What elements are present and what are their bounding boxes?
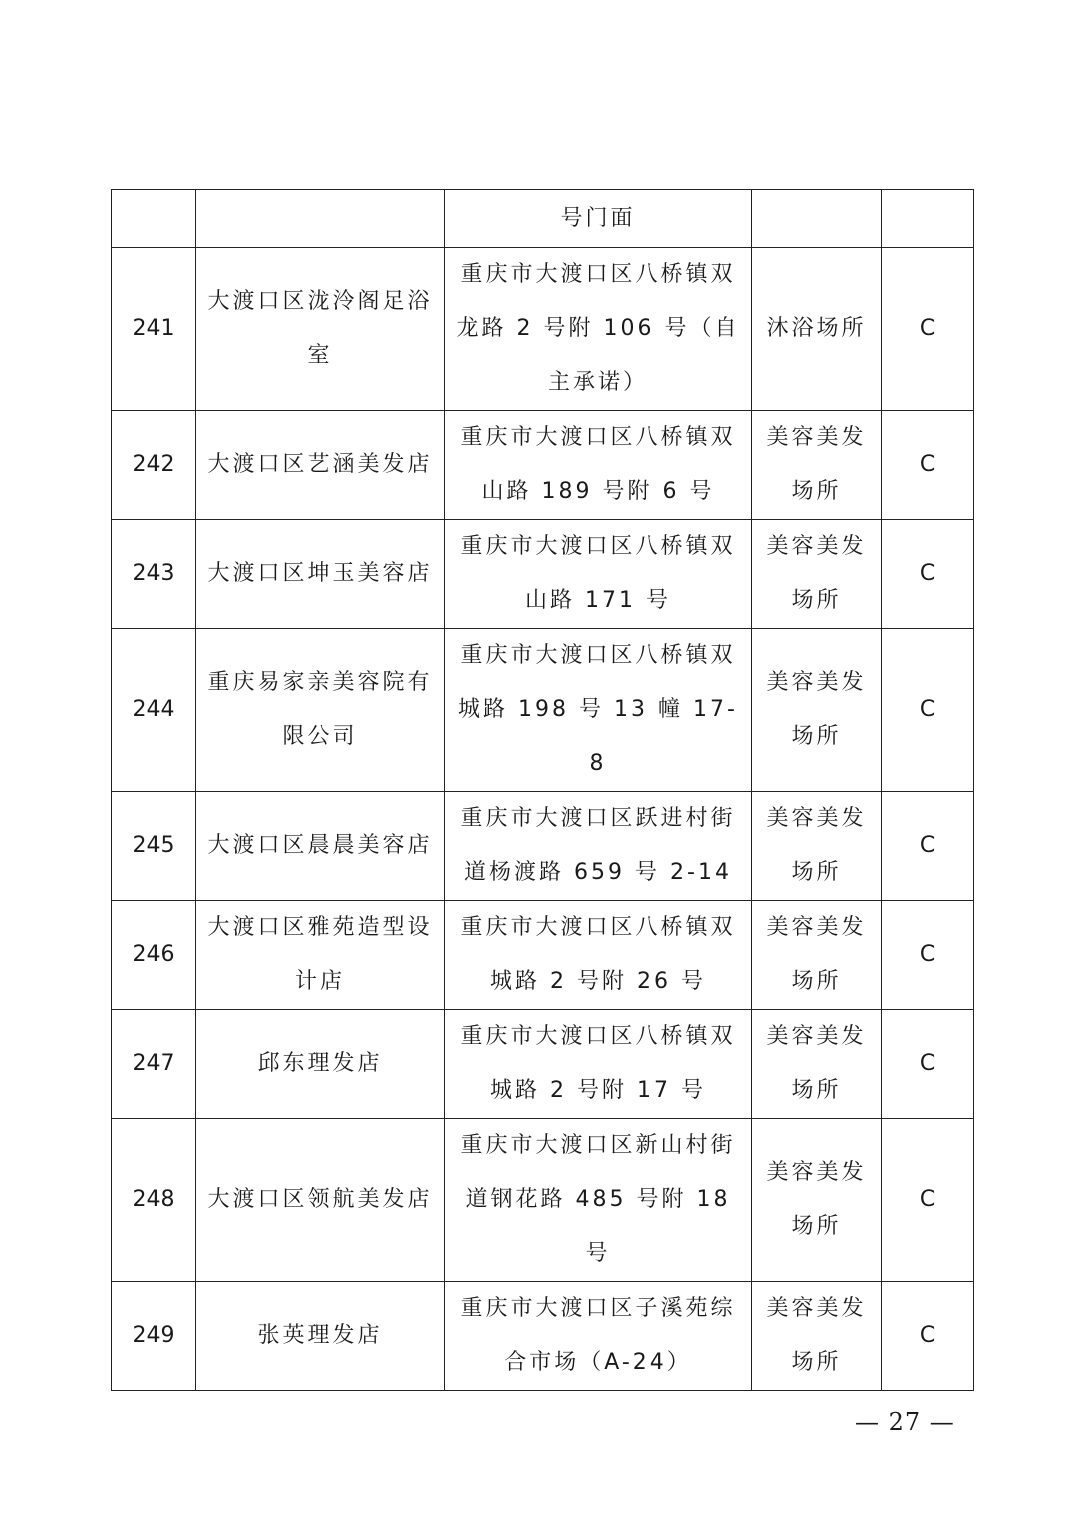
cell-grade: C [882, 520, 974, 629]
cell-number: 247 [112, 1010, 196, 1119]
cell-address: 重庆市大渡口区新山村街道钢花路 485 号附 18 号 [445, 1119, 752, 1282]
cell-type: 美容美发场所 [752, 901, 882, 1010]
cell-type: 美容美发场所 [752, 792, 882, 901]
cell-address: 重庆市大渡口区子溪苑综合市场（A-24） [445, 1282, 752, 1391]
cell-number: 248 [112, 1119, 196, 1282]
cell-type: 美容美发场所 [752, 1119, 882, 1282]
cell-name: 大渡口区泷泠阁足浴室 [196, 248, 445, 411]
table-row [112, 792, 974, 901]
cell-address: 重庆市大渡口区八桥镇双龙路 2 号附 106 号（自主承诺） [445, 248, 752, 411]
cell-grade: C [882, 1282, 974, 1391]
table-row [112, 411, 974, 520]
cell-type [752, 190, 882, 248]
cell-address: 重庆市大渡口区八桥镇双城路 2 号附 17 号 [445, 1010, 752, 1119]
cell-number: 246 [112, 901, 196, 1010]
cell-name: 大渡口区领航美发店 [196, 1119, 445, 1282]
cell-number: 242 [112, 411, 196, 520]
cell-name: 大渡口区雅苑造型设计店 [196, 901, 445, 1010]
cell-number: 243 [112, 520, 196, 629]
cell-name: 大渡口区晨晨美容店 [196, 792, 445, 901]
cell-name: 大渡口区艺涵美发店 [196, 411, 445, 520]
cell-grade: C [882, 792, 974, 901]
table-row [112, 248, 974, 411]
table-row [112, 901, 974, 1010]
cell-number [112, 190, 196, 248]
cell-name: 邱东理发店 [196, 1010, 445, 1119]
cell-type: 美容美发场所 [752, 1282, 882, 1391]
cell-type: 美容美发场所 [752, 520, 882, 629]
table-row [112, 1282, 974, 1391]
cell-name: 张英理发店 [196, 1282, 445, 1391]
cell-grade: C [882, 248, 974, 411]
table-row [112, 1010, 974, 1119]
cell-grade: C [882, 411, 974, 520]
cell-address: 重庆市大渡口区八桥镇双山路 189 号附 6 号 [445, 411, 752, 520]
cell-address: 号门面 [445, 190, 752, 248]
cell-name [196, 190, 445, 248]
cell-type: 沐浴场所 [752, 248, 882, 411]
cell-number: 241 [112, 248, 196, 411]
cell-type: 美容美发场所 [752, 629, 882, 792]
table-row-continuation [112, 190, 974, 248]
cell-number: 244 [112, 629, 196, 792]
cell-type: 美容美发场所 [752, 411, 882, 520]
cell-grade: C [882, 629, 974, 792]
cell-grade [882, 190, 974, 248]
cell-address: 重庆市大渡口区跃进村街道杨渡路 659 号 2-14 [445, 792, 752, 901]
cell-name: 大渡口区坤玉美容店 [196, 520, 445, 629]
cell-address: 重庆市大渡口区八桥镇双城路 2 号附 26 号 [445, 901, 752, 1010]
cell-address: 重庆市大渡口区八桥镇双山路 171 号 [445, 520, 752, 629]
cell-number: 245 [112, 792, 196, 901]
table-row [112, 629, 974, 792]
cell-type: 美容美发场所 [752, 1010, 882, 1119]
establishment-table [111, 189, 974, 1391]
cell-name: 重庆易家亲美容院有限公司 [196, 629, 445, 792]
cell-number: 249 [112, 1282, 196, 1391]
cell-grade: C [882, 1010, 974, 1119]
page-number: — 27 — [855, 1408, 955, 1436]
table-row [112, 520, 974, 629]
cell-grade: C [882, 1119, 974, 1282]
cell-address: 重庆市大渡口区八桥镇双城路 198 号 13 幢 17-8 [445, 629, 752, 792]
cell-grade: C [882, 901, 974, 1010]
table-row [112, 1119, 974, 1282]
